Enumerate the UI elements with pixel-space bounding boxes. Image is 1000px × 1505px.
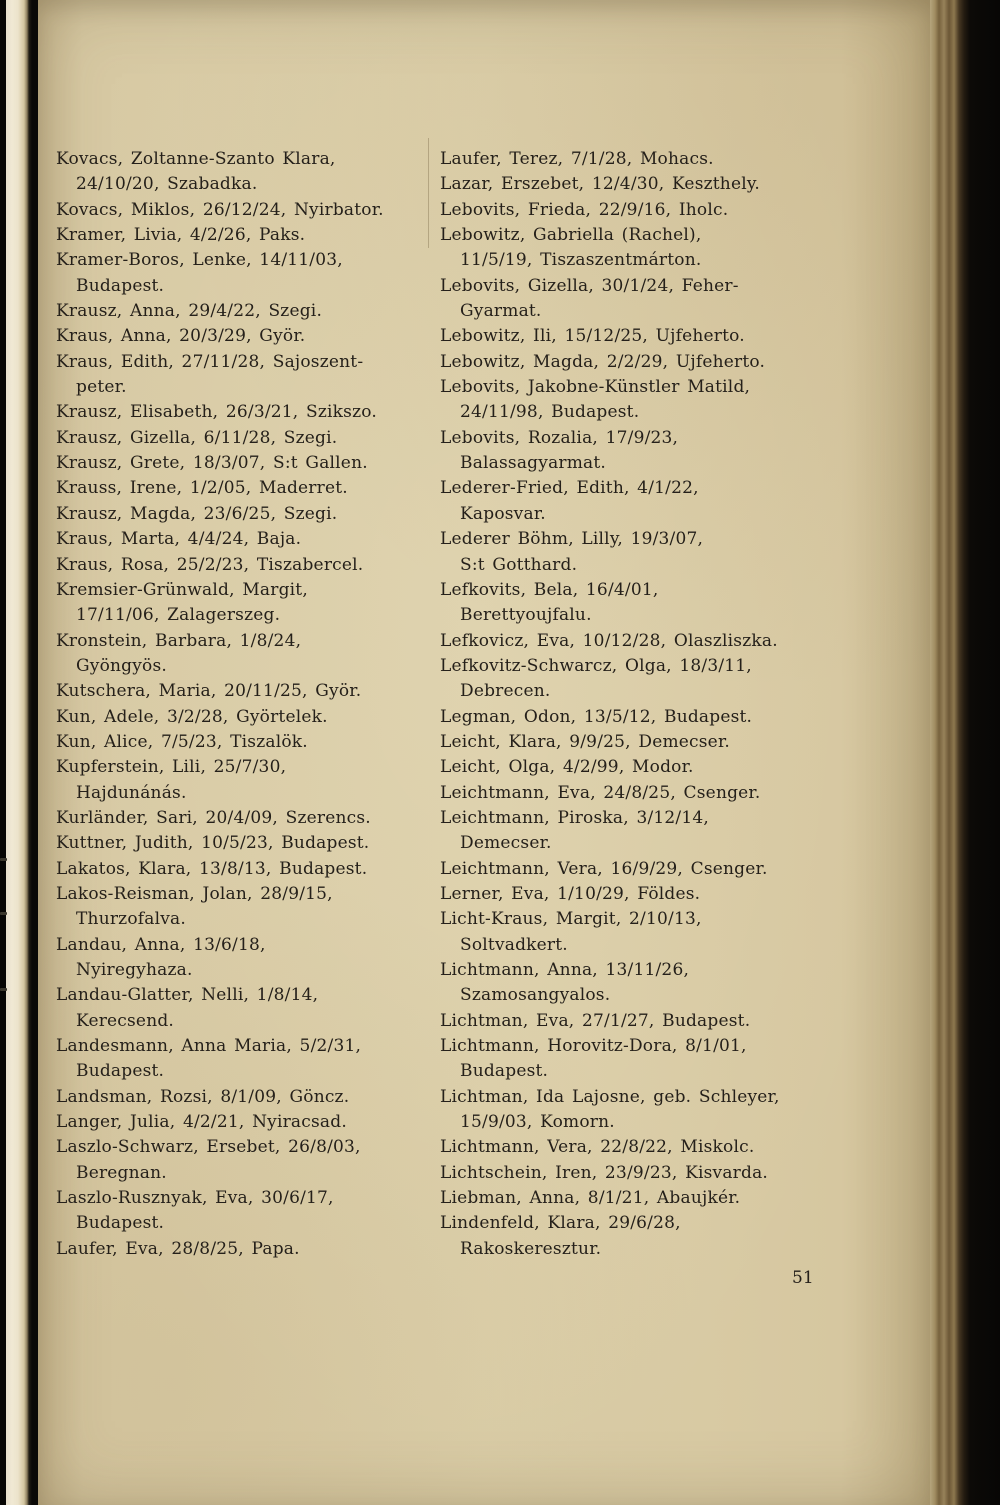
margin-mark [0, 858, 7, 861]
book-gutter-edge [0, 0, 38, 1505]
entry-line: Rakoskeresztur. [460, 1238, 602, 1259]
entry-line: Krausz, Elisabeth, 26/3/21, Szikszo. [56, 402, 377, 423]
register-entry [56, 1110, 436, 1135]
entry-line: Kraus, Edith, 27/11/28, Sajoszent- [56, 351, 364, 372]
register-entry [56, 1034, 436, 1085]
entry-line: Legman, Odon, 13/5/12, Budapest. [440, 706, 753, 727]
entry-line: Kun, Adele, 3/2/28, Györtelek. [56, 706, 328, 727]
entry-line: Kun, Alice, 7/5/23, Tiszalök. [56, 731, 308, 752]
entry-line: Lichtman, Ida Lajosne, geb. Schleyer, [440, 1086, 780, 1107]
entry-line: Lichtmann, Horovitz-Dora, 8/1/01, [440, 1036, 747, 1057]
register-entry [56, 831, 436, 856]
register-entry [56, 198, 436, 223]
register-entry [56, 147, 436, 198]
entry-line: Kraus, Anna, 20/3/29, Györ. [56, 326, 306, 347]
margin-mark [0, 912, 7, 915]
entry-line: Krausz, Magda, 23/6/25, Szegi. [56, 503, 338, 524]
entry-line: Lebovits, Rozalia, 17/9/23, [440, 427, 679, 448]
entry-line: Hajdunánás. [76, 782, 187, 803]
entry-line: Krausz, Gizella, 6/11/28, Szegi. [56, 427, 338, 448]
entry-line: Berettyoujfalu. [460, 605, 592, 626]
entry-line: Kramer-Boros, Lenke, 14/11/03, [56, 250, 343, 271]
entry-line: Lebowitz, Gabriella (Rachel), [440, 225, 702, 246]
entry-line: Beregnan. [76, 1162, 167, 1183]
page [38, 0, 930, 1505]
entry-line: peter. [76, 377, 127, 398]
entry-line: Kraus, Rosa, 25/2/23, Tiszabercel. [56, 554, 364, 575]
register-entry [56, 553, 436, 578]
register-entry [440, 806, 860, 857]
register-entry [56, 705, 436, 730]
register-entry [440, 629, 860, 654]
entry-line: Lerner, Eva, 1/10/29, Földes. [440, 883, 701, 904]
register-entry [440, 1009, 860, 1034]
entry-line: Lebovits, Frieda, 22/9/16, Iholc. [440, 199, 729, 220]
register-entry [56, 679, 436, 704]
entry-line: Debrecen. [460, 681, 551, 702]
register-entry [440, 654, 860, 705]
register-entry [440, 1085, 860, 1136]
entry-line: Kramer, Livia, 4/2/26, Paks. [56, 225, 306, 246]
entry-line: Kovacs, Miklos, 26/12/24, Nyirbator. [56, 199, 384, 220]
entry-line: Leichtmann, Vera, 16/9/29, Csenger. [440, 858, 768, 879]
register-entry [440, 1211, 860, 1262]
register-entry [440, 147, 860, 172]
register-entry [56, 248, 436, 299]
entry-line: Gyöngyös. [76, 655, 168, 676]
entry-line: 24/11/98, Budapest. [460, 402, 640, 423]
entry-line: Lichtmann, Vera, 22/8/22, Miskolc. [440, 1137, 755, 1158]
entry-line: Laufer, Eva, 28/8/25, Papa. [56, 1238, 300, 1259]
register-entry [440, 1034, 860, 1085]
entry-line: Kuttner, Judith, 10/5/23, Budapest. [56, 833, 370, 854]
entry-line: Lebowitz, Ili, 15/12/25, Ujfeherto. [440, 326, 745, 347]
register-entry [440, 907, 860, 958]
entry-line: Licht-Kraus, Margit, 2/10/13, [440, 909, 702, 930]
entry-line: Lederer Böhm, Lilly, 19/3/07, [440, 529, 704, 550]
register-entry [440, 476, 860, 527]
entry-line: Lebovits, Jakobne-Künstler Matild, [440, 377, 751, 398]
register-entry [440, 958, 860, 1009]
register-entry [440, 223, 860, 274]
register-entry [56, 629, 436, 680]
entry-line: Krausz, Grete, 18/3/07, S:t Gallen. [56, 453, 368, 474]
register-entry [56, 223, 436, 248]
register-entry [440, 1135, 860, 1160]
entry-line: Langer, Julia, 4/2/21, Nyiracsad. [56, 1112, 347, 1133]
register-entry [56, 1186, 436, 1237]
entry-line: Demecser. [460, 833, 552, 854]
register-entry [440, 375, 860, 426]
register-entry [56, 806, 436, 831]
register-entry [56, 426, 436, 451]
entry-line: 15/9/03, Komorn. [460, 1112, 615, 1133]
entry-line: Leicht, Olga, 4/2/99, Modor. [440, 757, 694, 778]
entry-line: Laufer, Terez, 7/1/28, Mohacs. [440, 149, 714, 169]
entry-line: Lazar, Erszebet, 12/4/30, Keszthely. [440, 174, 760, 195]
register-entry [56, 882, 436, 933]
entry-line: Lakatos, Klara, 13/8/13, Budapest. [56, 858, 368, 879]
page-number: 51 [792, 1268, 814, 1288]
entry-line: Kraus, Marta, 4/4/24, Baja. [56, 529, 302, 550]
register-entry [440, 882, 860, 907]
register-entry [56, 476, 436, 501]
register-entry [440, 857, 860, 882]
entry-line: Landesmann, Anna Maria, 5/2/31, [56, 1036, 362, 1057]
left-column [56, 147, 436, 1262]
entry-line: 17/11/06, Zalagerszeg. [76, 605, 281, 626]
register-entry [56, 755, 436, 806]
register-entry [440, 705, 860, 730]
entry-line: Liebman, Anna, 8/1/21, Abaujkér. [440, 1188, 741, 1209]
entry-line: Krausz, Anna, 29/4/22, Szegi. [56, 301, 323, 322]
register-entry [440, 527, 860, 578]
entry-line: Lichtman, Eva, 27/1/27, Budapest. [440, 1010, 751, 1031]
entry-line: Kremsier-Grünwald, Margit, [56, 579, 308, 600]
entry-line: Thurzofalva. [76, 909, 186, 930]
book-page-edges [930, 0, 1000, 1505]
entry-line: Lefkovitz-Schwarcz, Olga, 18/3/11, [440, 655, 752, 676]
entry-line: Lichtmann, Anna, 13/11/26, [440, 960, 690, 980]
entry-line: Kutschera, Maria, 20/11/25, Györ. [56, 681, 362, 702]
register-entry [440, 172, 860, 197]
entry-line: Lefkovits, Bela, 16/4/01, [440, 579, 659, 600]
register-entry [440, 426, 860, 477]
entry-line: Nyiregyhaza. [76, 960, 193, 980]
register-entry [56, 400, 436, 425]
entry-line: Lindenfeld, Klara, 29/6/28, [440, 1213, 681, 1234]
register-entry [56, 1085, 436, 1110]
register-entry [56, 578, 436, 629]
entry-line: 11/5/19, Tiszaszentmárton. [460, 250, 702, 271]
register-entry [440, 578, 860, 629]
entry-line: Lichtschein, Iren, 23/9/23, Kisvarda. [440, 1162, 769, 1183]
entry-line: Kronstein, Barbara, 1/8/24, [56, 630, 302, 651]
entry-line: Lederer-Fried, Edith, 4/1/22, [440, 478, 699, 499]
entry-line: Kerecsend. [76, 1010, 175, 1031]
register-entry [56, 451, 436, 476]
register-entry [56, 324, 436, 349]
right-column [440, 147, 860, 1262]
entry-line: Lakos-Reisman, Jolan, 28/9/15, [56, 883, 333, 904]
entry-line: Budapest. [76, 275, 165, 296]
entry-line: Szamosangyalos. [460, 985, 611, 1006]
register-entry [56, 350, 436, 401]
entry-line: Budapest. [76, 1061, 165, 1082]
entry-line: S:t Gotthard. [460, 554, 578, 575]
entry-line: Laszlo-Schwarz, Ersebet, 26/8/03, [56, 1137, 361, 1158]
entry-line: 24/10/20, Szabadka. [76, 174, 258, 195]
register-entry [56, 1237, 436, 1262]
register-entry [440, 1186, 860, 1211]
entry-line: Soltvadkert. [460, 934, 568, 955]
register-entry [56, 857, 436, 882]
register-entry [440, 198, 860, 223]
register-entry [440, 274, 860, 325]
entry-line: Landsman, Rozsi, 8/1/09, Göncz. [56, 1086, 350, 1107]
register-entry [440, 324, 860, 349]
entry-line: Landau-Glatter, Nelli, 1/8/14, [56, 985, 319, 1006]
margin-mark [0, 988, 7, 991]
entry-line: Kupferstein, Lili, 25/7/30, [56, 757, 287, 778]
register-entry [56, 933, 436, 984]
entry-line: Landau, Anna, 13/6/18, [56, 934, 266, 955]
register-entry [56, 527, 436, 552]
entry-line: Budapest. [460, 1061, 549, 1082]
entry-line: Krauss, Irene, 1/2/05, Maderret. [56, 478, 348, 499]
entry-line: Budapest. [76, 1213, 165, 1234]
entry-line: Kovacs, Zoltanne-Szanto Klara, [56, 149, 336, 169]
register-entry [440, 1161, 860, 1186]
register-entry [440, 781, 860, 806]
register-entry [440, 350, 860, 375]
entry-line: Leichtmann, Piroska, 3/12/14, [440, 807, 709, 828]
entry-line: Leicht, Klara, 9/9/25, Demecser. [440, 731, 731, 752]
register-entry [440, 755, 860, 780]
entry-line: Lefkovicz, Eva, 10/12/28, Olaszliszka. [440, 630, 778, 651]
register-entry [56, 502, 436, 527]
entry-line: Kaposvar. [460, 503, 546, 524]
entry-line: Kurländer, Sari, 20/4/09, Szerencs. [56, 807, 371, 828]
register-entry [440, 730, 860, 755]
register-entry [56, 299, 436, 324]
entry-line: Gyarmat. [460, 301, 542, 322]
entry-line: Laszlo-Rusznyak, Eva, 30/6/17, [56, 1188, 334, 1209]
register-entry [56, 1135, 436, 1186]
entry-line: Balassagyarmat. [460, 453, 607, 474]
entry-line: Leichtmann, Eva, 24/8/25, Csenger. [440, 782, 761, 803]
register-entry [56, 983, 436, 1034]
register-entry [56, 730, 436, 755]
entry-line: Lebowitz, Magda, 2/2/29, Ujfeherto. [440, 351, 766, 372]
entry-line: Lebovits, Gizella, 30/1/24, Feher- [440, 275, 739, 296]
